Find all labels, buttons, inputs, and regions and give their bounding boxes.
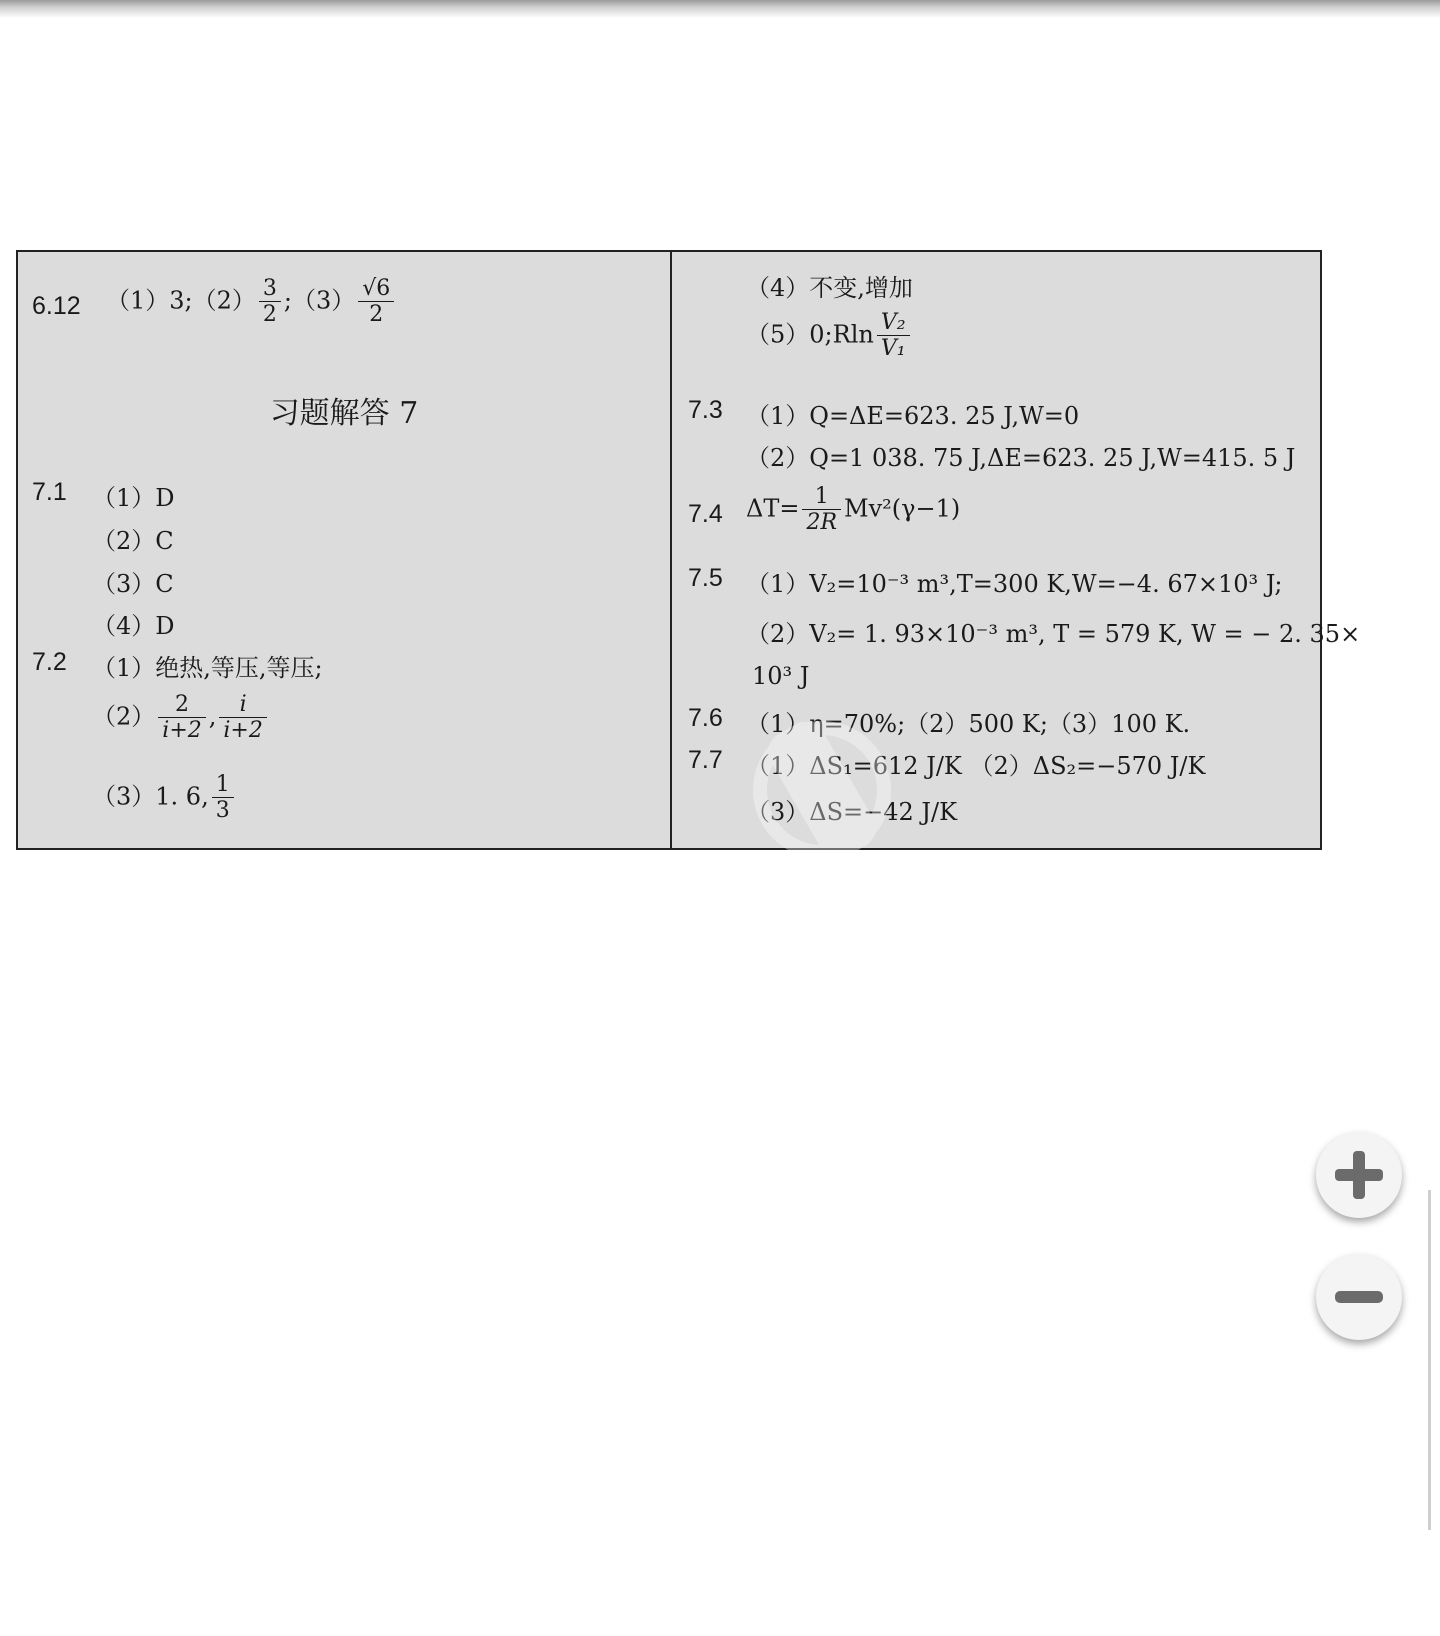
question-number-7-2: 7.2: [32, 648, 67, 676]
answer-7-5-3: 10³ J: [752, 662, 810, 690]
frac-top: 3: [259, 276, 281, 302]
question-number-7-3: 7.3: [688, 396, 723, 424]
column-divider: [670, 252, 672, 848]
fraction-v2-over-v1: [877, 310, 910, 362]
answer-6-12-part2: ;（3）: [283, 286, 356, 315]
fraction-sqrt6-over-2: [358, 276, 394, 328]
answer-7-1-1: （1）D: [92, 484, 175, 512]
frac-bottom: V₁: [880, 336, 906, 362]
plus-icon: [1331, 1147, 1387, 1203]
frac-top: i: [219, 692, 266, 718]
frac-bottom: 2: [262, 302, 277, 328]
separator: ,: [208, 702, 217, 731]
frac-top: 1: [802, 484, 841, 510]
answer-7-2-3-label: （3）1. 6,: [92, 782, 209, 811]
zoom-in-button[interactable]: [1316, 1132, 1402, 1218]
answer-6-12: [106, 276, 397, 328]
question-number-7-4: 7.4: [688, 500, 723, 528]
scrollbar[interactable]: [1428, 1190, 1431, 1530]
frac-bottom: 2R: [806, 510, 838, 536]
answer-7-1-4: （4）D: [92, 612, 175, 640]
section-heading: 习题解答 7: [269, 396, 419, 431]
frac-top: V₂: [877, 310, 910, 336]
answer-7-2-2-label: （2）: [92, 702, 156, 731]
frac-top: 2: [158, 692, 205, 718]
zoom-out-button[interactable]: [1316, 1254, 1402, 1340]
top-shadow: [0, 0, 1440, 18]
frac-top: 1: [212, 772, 234, 798]
fraction-3-over-2: [259, 276, 281, 328]
question-number-6-12: 6.12: [32, 292, 81, 320]
answer-7-1-3: （3）C: [92, 570, 174, 598]
fraction-1-over-2r: [802, 484, 841, 536]
answer-7-4: [746, 484, 960, 536]
answer-7-4-part1: ΔT=: [746, 494, 800, 523]
fraction-1-over-3: [212, 772, 234, 824]
answer-7-2-1: （1）绝热,等压,等压;: [92, 654, 323, 682]
fraction-2-over-i-plus-2: [158, 692, 205, 744]
answer-7-2-3: [92, 772, 237, 824]
question-number-7-7: 7.7: [688, 746, 723, 774]
frac-top: √6: [358, 276, 394, 302]
answer-7-2-2: [92, 692, 270, 744]
question-number-7-6: 7.6: [688, 704, 723, 732]
answer-7-3-1: （1）Q=ΔE=623. 25 J,W=0: [746, 402, 1080, 430]
answer-7-7-1: （1）ΔS₁=612 J/K （2）ΔS₂=−570 J/K: [746, 752, 1206, 780]
answer-7-2-5: [746, 310, 913, 362]
answer-7-6: （1）η=70%;（2）500 K;（3）100 K.: [746, 710, 1191, 738]
answer-7-1-2: （2）C: [92, 527, 174, 555]
fraction-i-over-i-plus-2: [219, 692, 266, 744]
frac-bottom: i+2: [223, 718, 263, 744]
answer-7-3-2: （2）Q=1 038. 75 J,ΔE=623. 25 J,W=415. 5 J: [746, 444, 1296, 472]
question-number-7-5: 7.5: [688, 564, 723, 592]
answer-7-4-part2: Mv²(γ−1): [844, 494, 961, 523]
question-number-7-1: 7.1: [32, 478, 67, 506]
frac-bottom: 2: [369, 302, 384, 328]
answer-7-7-3: （3）ΔS=−42 J/K: [746, 798, 958, 826]
frac-bottom: i+2: [162, 718, 202, 744]
answer-7-2-4: （4）不变,增加: [746, 274, 913, 302]
frac-bottom: 3: [215, 798, 230, 824]
answer-table: [16, 250, 1361, 850]
answer-6-12-part1: （1）3;（2）: [106, 286, 256, 315]
minus-icon: [1331, 1269, 1387, 1325]
answer-7-2-5-label: （5）0;Rln: [746, 320, 874, 349]
answer-7-5-2: （2）V₂= 1. 93×10⁻³ m³, T = 579 K, W = − 2. 35×: [746, 620, 1361, 648]
answer-7-5-1: （1）V₂=10⁻³ m³,T=300 K,W=−4. 67×10³ J;: [746, 570, 1283, 598]
